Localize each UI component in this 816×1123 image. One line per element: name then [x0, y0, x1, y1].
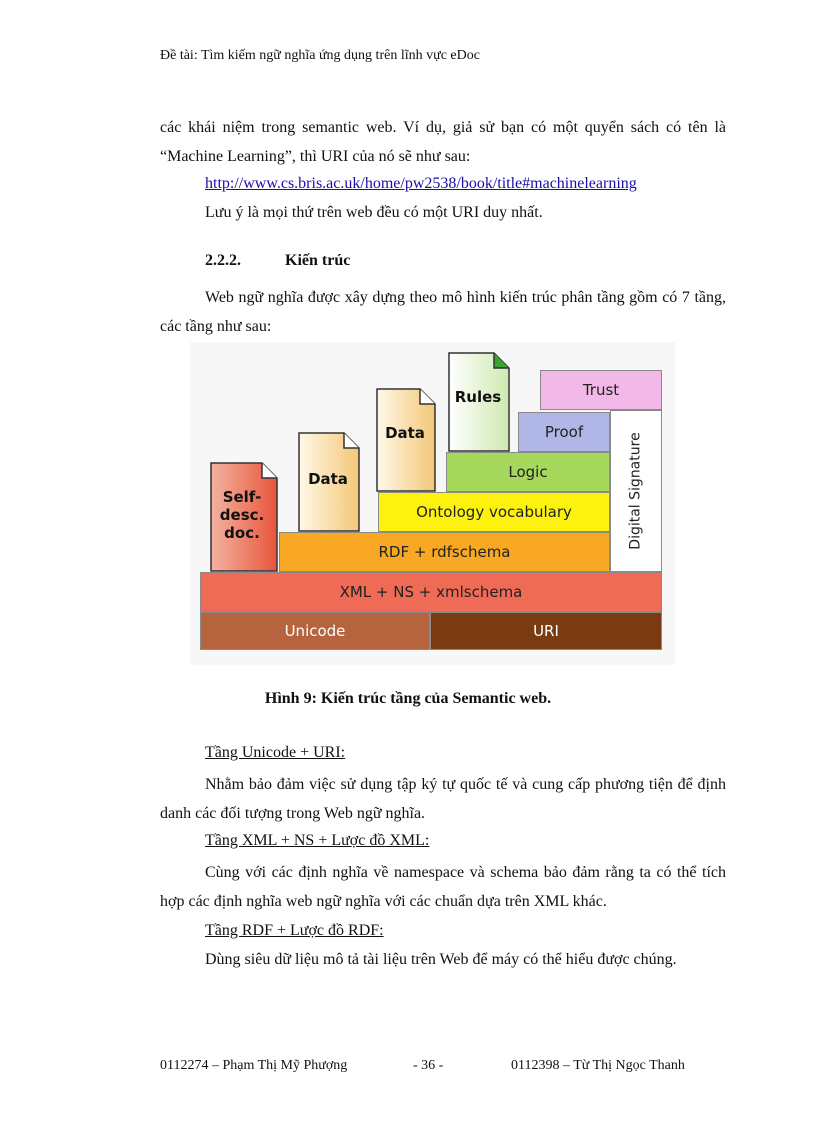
- layer-heading-unicode-uri: Tầng Unicode + URI:: [205, 744, 346, 761]
- layer-paragraph-unicode-uri: Nhằm bảo đảm việc sử dụng tập ký tự quốc tế và cung cấp phương tiện để định danh các đối tượng trong Web ngữ nghĩa.: [160, 776, 726, 822]
- self-desc-line2: desc.: [219, 506, 265, 524]
- digital-signature-label: Digital Signature: [628, 432, 644, 550]
- layer-paragraph-rdf: Dùng siêu dữ liệu mô tả tài liệu trên Web để máy có thể hiểu được chúng.: [205, 951, 677, 968]
- layer-proof: Proof: [518, 412, 610, 452]
- section-title: Kiến trúc: [285, 252, 351, 269]
- rules-doc-label: Rules: [454, 388, 502, 406]
- self-desc-line3: doc.: [224, 524, 260, 542]
- uri-note: Lưu ý là mọi thứ trên web đều có một URI duy nhất.: [205, 204, 543, 221]
- layer-trust: Trust: [540, 370, 662, 410]
- data-doc-label-2: Data: [385, 424, 425, 442]
- figure-caption: Hình 9: Kiến trúc tầng của Semantic web.: [264, 690, 552, 707]
- self-desc-line1: Self-: [222, 488, 262, 506]
- self-desc-doc-label: [210, 488, 274, 542]
- layer-xml: XML + NS + xmlschema: [200, 572, 662, 612]
- layer-heading-rdf: Tầng RDF + Lược đồ RDF:: [205, 922, 384, 939]
- footer-page-number: - 36 -: [413, 1058, 444, 1073]
- intro-paragraph: các khái niệm trong semantic web. Ví dụ, giả sử bạn có một quyển sách có tên là “Machine Learning”, thì URI của nó sẽ như sau:: [160, 119, 726, 165]
- footer-author-right: 0112398 – Từ Thị Ngọc Thanh: [511, 1058, 685, 1073]
- page-header: Đề tài: Tìm kiếm ngữ nghĩa ứng dụng trên lĩnh vực eDoc: [160, 48, 480, 63]
- book-uri-text[interactable]: http://www.cs.bris.ac.uk/home/pw2538/book/title#machinelearning: [205, 175, 637, 192]
- section-paragraph: Web ngữ nghĩa được xây dựng theo mô hình kiến trúc phân tầng gồm có 7 tầng, các tầng như sau:: [160, 289, 726, 335]
- footer-author-left: 0112274 – Phạm Thị Mỹ Phượng: [160, 1058, 348, 1073]
- layer-uri: URI: [430, 612, 662, 650]
- layer-heading-xml: Tầng XML + NS + Lược đồ XML:: [205, 832, 430, 849]
- layer-unicode: Unicode: [200, 612, 430, 650]
- layer-logic: Logic: [446, 452, 610, 492]
- layer-rdf: RDF + rdfschema: [279, 532, 610, 572]
- layer-digital-signature: [610, 410, 662, 572]
- semantic-web-layer-diagram: [190, 342, 675, 665]
- layer-paragraph-xml: Cùng với các định nghĩa về namespace và schema bảo đảm rằng ta có thể tích hợp các định nghĩa web ngữ nghĩa với các chuẩn dựa trên XML khác.: [160, 864, 726, 910]
- data-doc-label-1: Data: [308, 470, 348, 488]
- layer-ontology: Ontology vocabulary: [378, 492, 610, 532]
- book-uri-link[interactable]: [205, 175, 637, 193]
- section-number: 2.2.2.: [205, 252, 241, 269]
